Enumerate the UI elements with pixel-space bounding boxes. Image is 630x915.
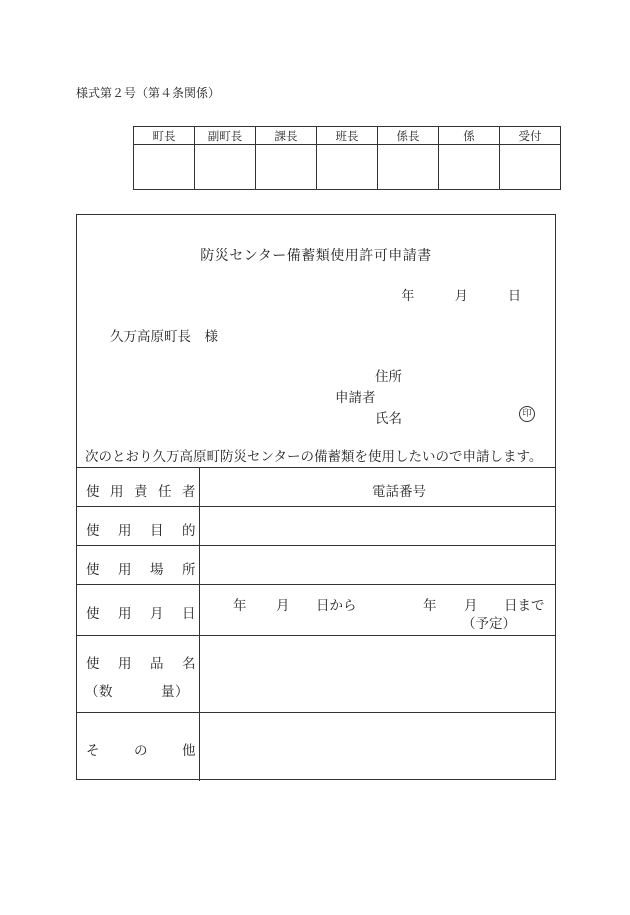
planned-label: （予定） [462,616,516,632]
application-date[interactable] [401,285,521,304]
approval-stamp-table [133,126,561,190]
label-char: 用 [118,562,132,578]
approval-header-staff: 係 [439,127,500,145]
approval-stamp-cell[interactable] [317,145,378,190]
label-char: 使 [86,562,100,578]
approval-stamp-cell[interactable] [134,145,195,190]
address-label: 住所 [375,369,402,385]
approval-stamp-cell[interactable] [439,145,500,190]
application-statement: 次のとおり久万高原町防災センターの備蓄類を使用したいので申請します。 [85,449,543,465]
responsible-person-field[interactable] [200,468,555,506]
label-char: 日 [182,606,196,622]
label-char: 用 [118,656,132,672]
row-place [77,545,555,584]
approval-header-reception: 受付 [500,127,561,145]
approval-stamp-cell[interactable] [500,145,561,190]
date-day-label: 日 [507,289,521,304]
date-year-label: 年 [401,289,415,304]
applicant-label: 申請者 [335,390,376,406]
application-form [76,214,556,780]
other-label [77,713,200,781]
label-char: 名 [182,656,196,672]
row-responsible-person [77,467,555,506]
purpose-field[interactable] [200,507,555,545]
items-field[interactable] [200,636,555,712]
form-number: 様式第２号（第４条関係） [76,86,221,100]
label-char: 使 [86,523,100,539]
label-char: 目 [150,523,164,539]
row-items [77,635,555,712]
name-label: 氏名 [375,411,402,427]
label-char: 使 [86,484,100,500]
date-month-label: 月 [454,289,468,304]
to-month-label: 月 [464,598,478,614]
from-day-label: 日から [316,598,357,614]
label-char: 品 [150,656,164,672]
other-field[interactable] [200,713,555,781]
place-label [77,546,200,584]
label-char: そ [86,743,100,759]
responsible-person-label [77,468,200,506]
row-usage-dates [77,584,555,635]
label-char: 量 [161,684,175,700]
seal-mark: 印 [519,406,535,422]
label-char: 用 [110,484,124,500]
label-char: 他 [182,743,196,759]
row-other [77,712,555,781]
approval-header-mayor: 町長 [134,127,195,145]
approval-stamp-cell[interactable] [195,145,256,190]
form-title: 防災センター備蓄類使用許可申請書 [200,248,432,264]
approval-header-deputy-mayor: 副町長 [195,127,256,145]
to-year-label: 年 [423,598,437,614]
usage-dates-field[interactable] [200,585,555,635]
label-char: 数 [99,684,113,700]
approval-header-team-leader: 班長 [317,127,378,145]
usage-dates-label [77,585,200,635]
purpose-label [77,507,200,545]
label-char: 的 [182,523,196,539]
label-char: 任 [158,484,172,500]
label-char: 場 [150,562,164,578]
approval-stamp-cell[interactable] [256,145,317,190]
label-char: 責 [134,484,148,500]
phone-number-label: 電話番号 [372,484,426,500]
label-char: 用 [118,523,132,539]
approval-header-section-chief: 課長 [256,127,317,145]
label-char: の [134,743,148,759]
to-day-label: 日まで [504,598,545,614]
label-char: 使 [86,656,100,672]
label-char: 月 [150,606,164,622]
label-char: 用 [118,606,132,622]
addressee: 久万高原町長 様 [110,329,218,345]
items-label [77,636,200,712]
label-char: （ [85,684,99,700]
from-year-label: 年 [233,598,247,614]
from-month-label: 月 [276,598,290,614]
label-char: 者 [182,484,196,500]
place-field[interactable] [200,546,555,584]
row-purpose [77,506,555,545]
label-char: 所 [182,562,196,578]
approval-stamp-cell[interactable] [378,145,439,190]
approval-header-subsection-chief: 係長 [378,127,439,145]
label-char: ） [175,684,189,700]
label-char: 使 [86,606,100,622]
